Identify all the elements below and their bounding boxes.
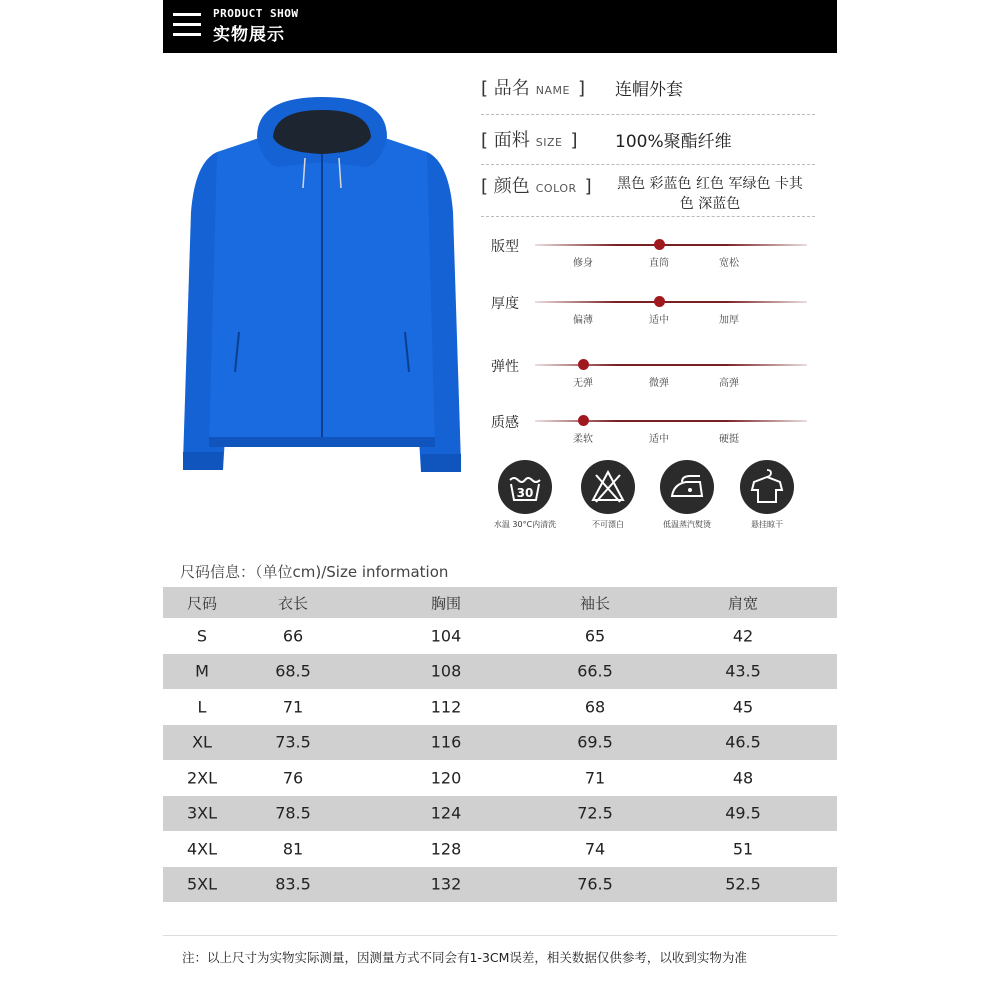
attr-option: 直筒 (649, 258, 669, 269)
care-wash (487, 460, 563, 530)
attr-option: 偏薄 (573, 315, 593, 326)
care-no-bleach-label: 不可漂白 (592, 520, 624, 529)
spec-name-label-en: NAME (535, 84, 570, 97)
table-row (163, 760, 837, 796)
table-row (163, 796, 837, 832)
attr-option: 硬挺 (719, 434, 739, 445)
wash-30-icon (498, 460, 552, 514)
attr-track[interactable] (535, 364, 807, 366)
attr-slider-knob[interactable] (578, 359, 589, 370)
cell-sleeve: 71 (584, 768, 606, 788)
cell-length: 78.5 (275, 803, 311, 823)
spec-fabric-row (481, 126, 815, 165)
attr-option: 无弹 (573, 378, 593, 389)
care-iron (649, 460, 725, 530)
spec-fabric-label: [ 面料 (481, 130, 530, 151)
note-divider (163, 935, 837, 936)
cell-chest: 104 (430, 626, 462, 646)
cell-shoulder: 49.5 (725, 803, 761, 823)
cell-length: 83.5 (275, 874, 311, 894)
spec-name-row (481, 74, 815, 115)
hang-dry-icon (740, 460, 794, 514)
care-no-bleach (570, 460, 646, 530)
cell-size: 3XL (186, 803, 218, 823)
attr-label: 弹性 (491, 359, 519, 375)
menu-icon[interactable] (173, 9, 201, 41)
cell-sleeve: 68 (584, 697, 606, 717)
cell-size: S (196, 626, 208, 646)
iron-icon (660, 460, 714, 514)
cell-chest: 108 (430, 661, 462, 681)
attr-label: 版型 (491, 239, 519, 255)
attr-slider-knob[interactable] (578, 415, 589, 426)
attr-option: 修身 (573, 258, 593, 269)
cell-shoulder: 48 (732, 768, 754, 788)
cell-shoulder: 43.5 (725, 661, 761, 681)
attr-label: 厚度 (491, 296, 519, 312)
size-table-header (163, 587, 837, 618)
header-title-en: PRODUCT SHOW (213, 7, 299, 20)
product-show-header (163, 0, 837, 53)
table-row (163, 654, 837, 690)
table-row (163, 867, 837, 903)
wash-temp-text: 30 (516, 486, 534, 500)
attr-option: 宽松 (719, 258, 739, 269)
cell-chest: 132 (430, 874, 462, 894)
measurement-note: 注：以上尺寸为实物实际测量，因测量方式不同会有1-3CM误差，相关数据仅供参考，以收到实物为准 (182, 950, 747, 965)
cell-shoulder: 45 (732, 697, 754, 717)
cell-length: 71 (282, 697, 304, 717)
spec-fabric-value: 100%聚酯纤维 (615, 132, 732, 152)
attr-option: 高弹 (719, 378, 739, 389)
cell-length: 81 (282, 839, 304, 859)
attr-track[interactable] (535, 420, 807, 422)
attr-option: 微弹 (649, 378, 669, 389)
cell-size: 5XL (186, 874, 218, 894)
attr-track[interactable] (535, 244, 807, 246)
product-sheet (163, 0, 837, 1000)
cell-sleeve: 66.5 (577, 661, 613, 681)
cell-chest: 116 (430, 732, 462, 752)
table-row (163, 725, 837, 761)
cell-size: XL (192, 732, 212, 752)
cell-length: 76 (282, 768, 304, 788)
cell-sleeve: 74 (584, 839, 606, 859)
care-hang-dry-label: 悬挂晾干 (751, 520, 783, 529)
jacket-image (177, 92, 467, 482)
cell-length: 66 (282, 626, 304, 646)
cell-chest: 124 (430, 803, 462, 823)
spec-fabric-label-en: SIZE (535, 136, 563, 149)
spec-color-label-en: COLOR (535, 182, 577, 195)
spec-color-close: ] (584, 176, 592, 197)
spec-color-label: [ 颜色 (481, 176, 530, 197)
spec-name-value: 连帽外套 (615, 80, 683, 100)
spec-name-label: [ 品名 (481, 78, 530, 99)
table-row (163, 689, 837, 725)
cell-size: L (197, 697, 207, 717)
attr-option: 加厚 (719, 315, 739, 326)
cell-shoulder: 46.5 (725, 732, 761, 752)
size-table (163, 587, 837, 902)
attr-track[interactable] (535, 301, 807, 303)
cell-sleeve: 72.5 (577, 803, 613, 823)
attr-option: 适中 (649, 315, 669, 326)
cell-size: 2XL (186, 768, 218, 788)
attr-slider-knob[interactable] (654, 239, 665, 250)
cell-sleeve: 69.5 (577, 732, 613, 752)
cell-shoulder: 51 (732, 839, 754, 859)
attr-label: 质感 (491, 415, 519, 431)
spec-color-value: 黑色 彩蓝色 红色 军绿色 卡其色 深蓝色 (617, 176, 803, 212)
cell-length: 73.5 (275, 732, 311, 752)
care-iron-label: 低温蒸汽熨烫 (663, 520, 711, 529)
cell-chest: 128 (430, 839, 462, 859)
header-length: 衣长 (277, 594, 309, 612)
cell-chest: 120 (430, 768, 462, 788)
cell-shoulder: 42 (732, 626, 754, 646)
cell-shoulder: 52.5 (725, 874, 761, 894)
header-chest: 胸围 (430, 594, 462, 612)
header-shoulder: 肩宽 (727, 594, 759, 612)
header-sleeve: 袖长 (579, 594, 611, 612)
header-title-zh: 实物展示 (213, 25, 285, 45)
size-table-title: 尺码信息：（单位cm)/Size information (180, 563, 449, 581)
size-table-body (163, 618, 837, 902)
no-bleach-icon (581, 460, 635, 514)
cell-chest: 112 (430, 697, 462, 717)
spec-fabric-close: ] (570, 130, 578, 151)
cell-size: M (195, 661, 209, 681)
spec-color-row (481, 172, 815, 217)
care-hang-dry (729, 460, 805, 530)
attr-slider-knob[interactable] (654, 296, 665, 307)
attr-option: 柔软 (573, 434, 593, 445)
attr-option: 适中 (649, 434, 669, 445)
cell-length: 68.5 (275, 661, 311, 681)
spec-name-close: ] (577, 78, 585, 99)
cell-sleeve: 65 (584, 626, 606, 646)
table-row (163, 618, 837, 654)
cell-size: 4XL (186, 839, 218, 859)
table-row (163, 831, 837, 867)
header-size: 尺码 (186, 594, 218, 612)
cell-sleeve: 76.5 (577, 874, 613, 894)
care-wash-label: 水温 30°C内清洗 (493, 520, 557, 529)
